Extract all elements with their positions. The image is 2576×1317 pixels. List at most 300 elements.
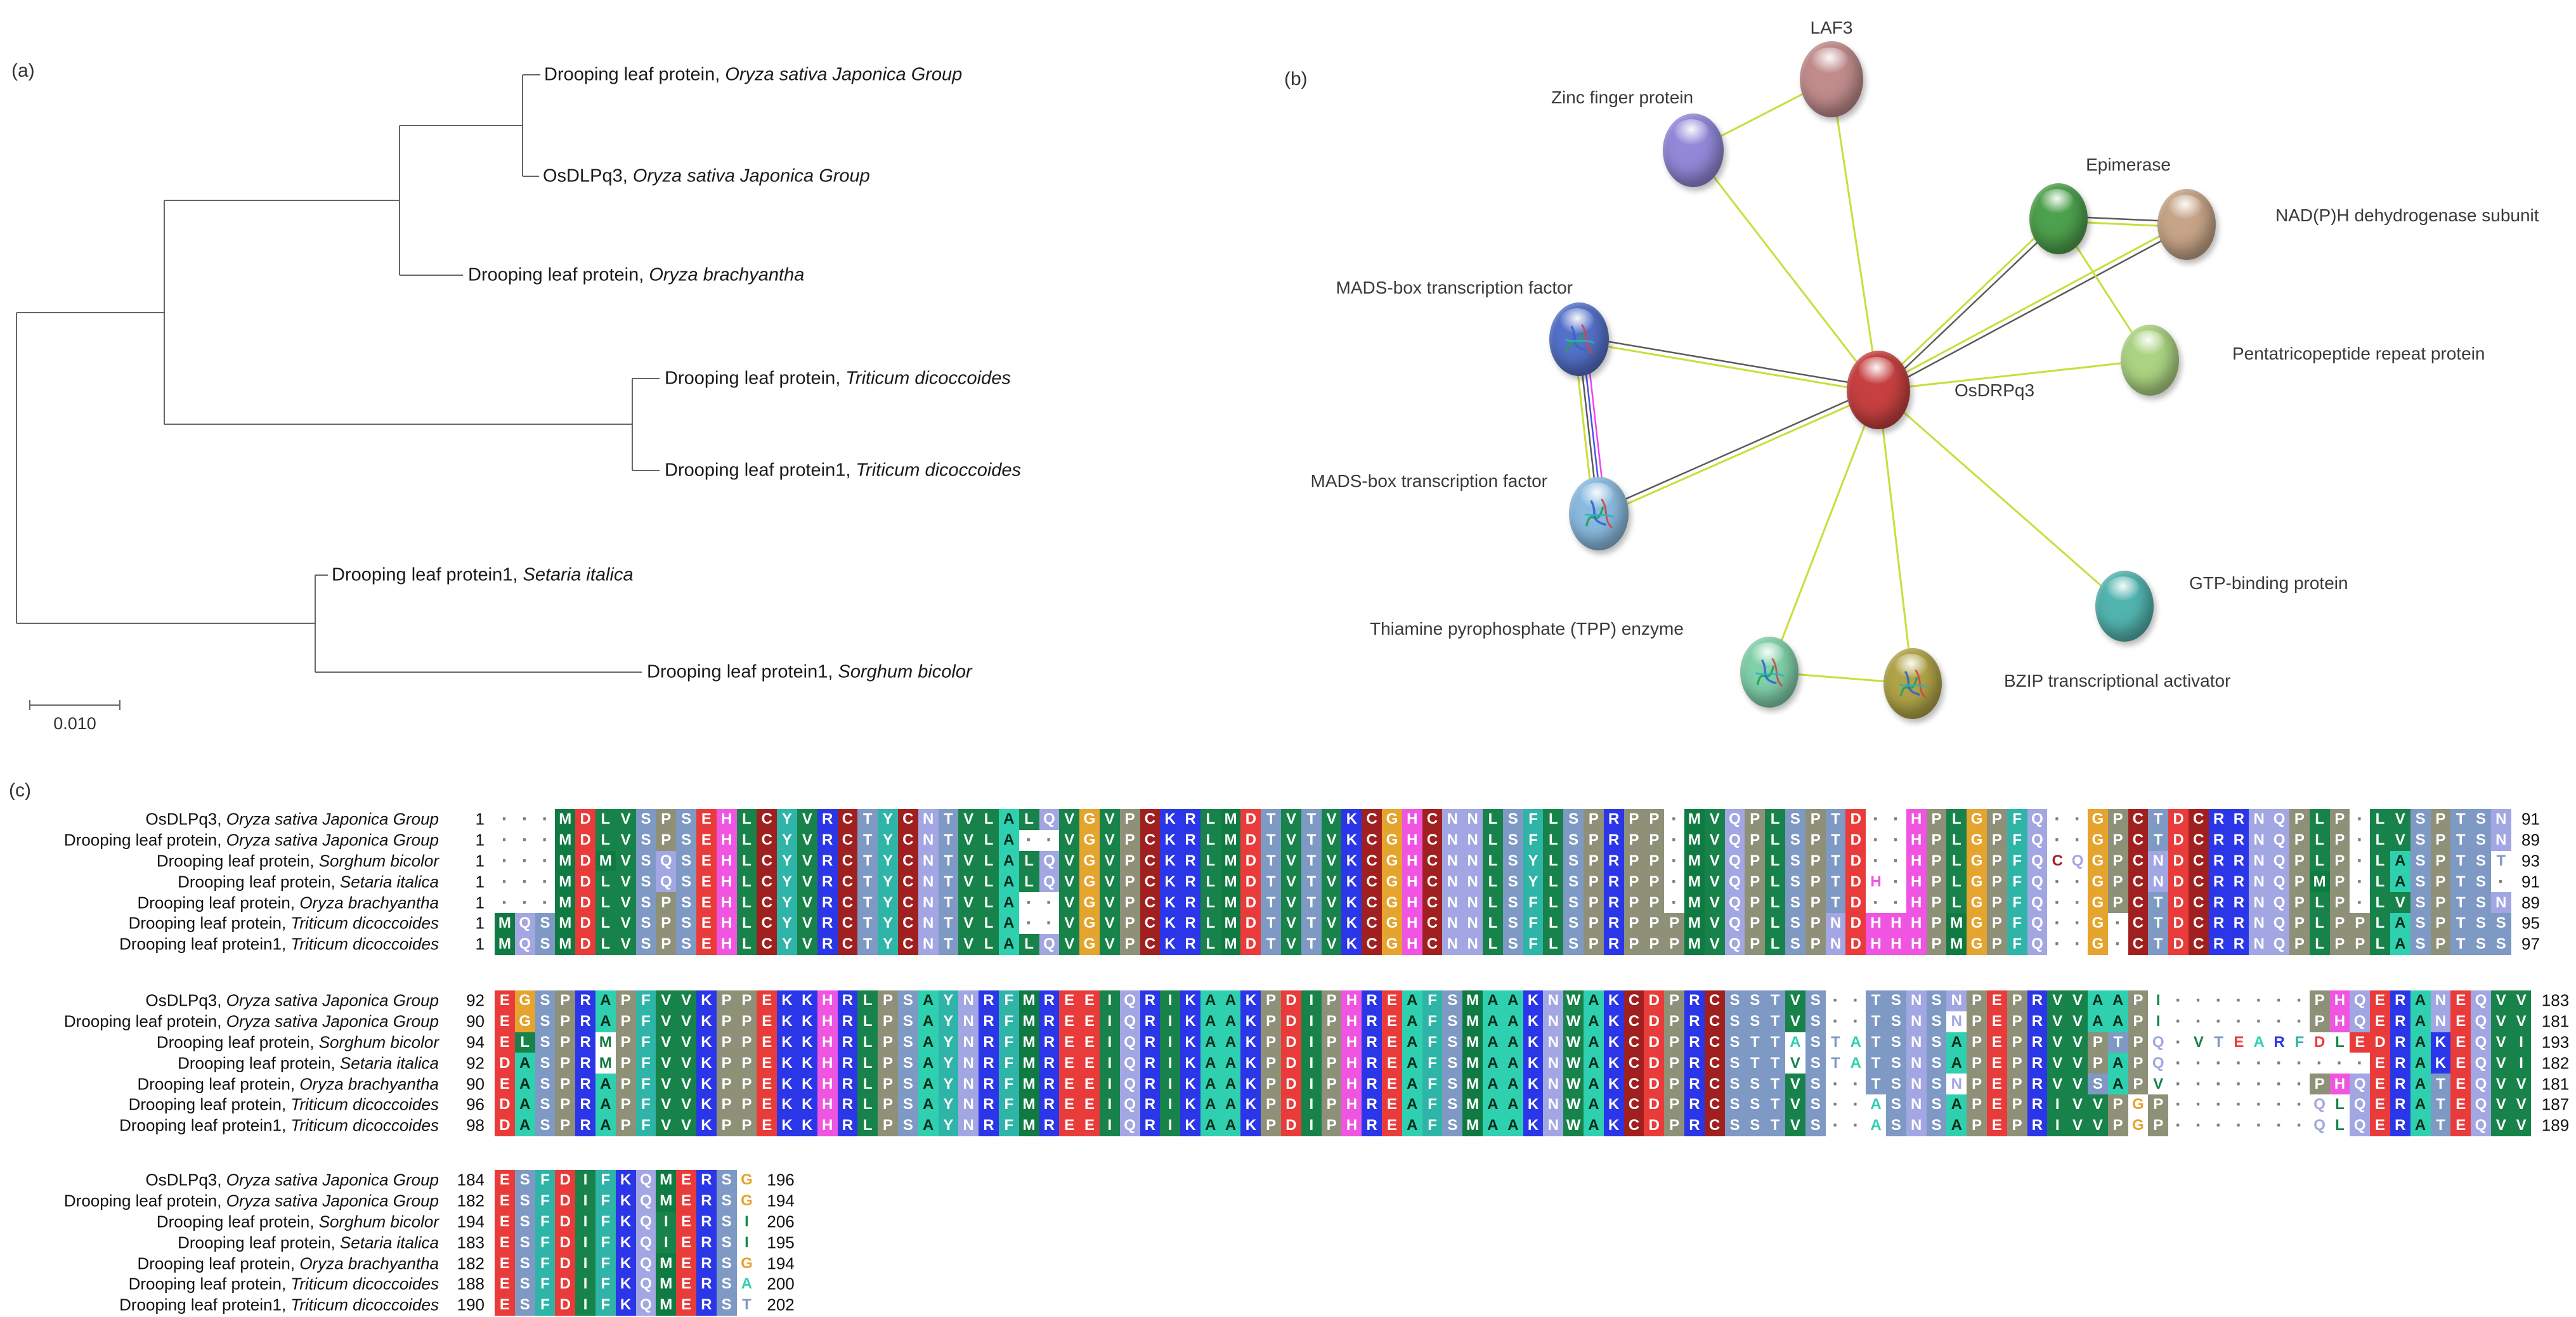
residue-cell: T [1826,871,1846,892]
residue-cell: V [1322,913,1342,934]
residue-cell: R [696,1295,717,1316]
residue-cell: P [2108,1094,2128,1115]
alignment-protein-name: Drooping leaf protein, [63,1191,226,1210]
residue-cell: V [1100,809,1120,830]
alignment-gap: · [1826,1115,1846,1136]
residue-cell: R [1362,1032,1382,1053]
residue-cell: N [1543,1053,1563,1074]
residue-cell: S [2491,934,2511,955]
residue-cell: L [1483,851,1503,872]
residue-cell: T [1261,934,1281,955]
residue-cell: C [1705,1115,1725,1136]
residue-cell: N [1543,990,1563,1011]
residue-cell: K [1604,1053,1624,1074]
network-node-mads1 [1549,302,1609,376]
network-edge-assoc [1877,217,2057,388]
residue-cell: H [717,871,737,892]
residue-cell: P [1624,892,1644,913]
residue-cell: P [2289,934,2310,955]
residue-cell: P [1805,851,1826,872]
residue-cell: A [2108,1011,2128,1032]
residue-cell: P [2088,1032,2108,1053]
residue-cell: P [1120,913,1140,934]
alignment-row [495,1011,2531,1032]
residue-cell: F [1422,1032,1443,1053]
residue-cell: S [676,934,696,955]
network-node-bzip [1883,648,1942,719]
residue-cell: G [515,990,535,1011]
residue-cell: R [979,1011,999,1032]
residue-cell: A [2390,851,2410,872]
residue-cell: A [595,1011,616,1032]
alignment-gap: · [2229,1115,2249,1136]
residue-cell: F [636,1074,656,1094]
residue-cell: Q [1725,871,1745,892]
residue-cell: N [2249,871,2269,892]
residue-cell: S [2410,934,2431,955]
residue-cell: L [2370,809,2390,830]
network-node-label-ppr: Pentatricopeptide repeat protein [2232,344,2485,363]
residue-cell: S [676,809,696,830]
residue-cell: C [1624,1074,1644,1094]
residue-cell: P [2431,830,2451,851]
residue-cell: P [2330,892,2350,913]
residue-cell: Y [939,990,959,1011]
residue-cell: P [1120,809,1140,830]
residue-cell: E [1059,1115,1079,1136]
residue-cell: T [939,830,959,851]
residue-cell: F [535,1212,556,1233]
residue-cell: P [2310,1074,2330,1094]
residue-cell: T [1826,892,1846,913]
alignment-gap: · [1826,1011,1846,1032]
residue-cell: D [2310,1032,2330,1053]
residue-cell: S [1886,1032,1906,1053]
residue-cell: P [737,1053,757,1074]
residue-cell: M [555,892,575,913]
residue-cell: A [515,1074,535,1094]
residue-cell: T [1301,934,1322,955]
residue-cell: M [1684,851,1705,872]
residue-cell: R [1039,1032,1060,1053]
residue-cell: S [2410,830,2431,851]
residue-cell: V [676,1074,696,1094]
residue-cell: Q [515,913,535,934]
residue-cell: P [1745,913,1765,934]
residue-cell: T [939,892,959,913]
alignment-gap: · [2289,1115,2310,1136]
residue-cell: G [1382,851,1402,872]
residue-cell: A [2410,1094,2431,1115]
residue-cell: A [1866,1115,1886,1136]
residue-cell: V [1100,830,1120,851]
residue-cell: L [1543,934,1563,955]
alignment-gap: · [2350,1053,2370,1074]
residue-cell: L [1483,871,1503,892]
residue-cell: R [696,1170,717,1191]
residue-cell: I [2511,1032,2532,1053]
residue-cell: A [1221,1032,1241,1053]
residue-cell: D [1281,1094,1301,1115]
residue-cell: R [1140,1053,1161,1074]
tree-leaf-label [665,460,1021,481]
residue-cell: V [656,1094,676,1115]
residue-cell: P [2330,871,2350,892]
residue-cell: S [1745,1074,1765,1094]
alignment-row [495,809,2511,830]
residue-cell: V [1281,830,1301,851]
residue-cell: R [1684,1094,1705,1115]
alignment-start-number: 182 [457,1254,485,1273]
alignment-end-number: 183 [2541,990,2570,1010]
residue-cell: C [898,934,918,955]
residue-cell: V [2511,1115,2532,1136]
residue-cell: S [2471,830,2491,851]
residue-cell: E [1079,1115,1100,1136]
alignment-row-label [0,1095,439,1115]
alignment-start-number: 92 [466,1053,485,1073]
residue-cell: V [616,913,636,934]
residue-cell: L [1019,934,1039,955]
residue-cell: G [1079,892,1100,913]
residue-cell: R [2229,851,2249,872]
residue-cell: I [1301,1053,1322,1074]
residue-cell: S [717,1232,737,1253]
residue-cell: T [857,934,878,955]
residue-cell: S [1745,990,1765,1011]
residue-cell: C [1422,809,1443,830]
residue-cell: R [696,1253,717,1274]
residue-cell: F [1422,1011,1443,1032]
panel-a-label: (a) [11,60,35,81]
residue-cell: T [857,809,878,830]
residue-cell: P [1987,830,2007,851]
residue-cell: T [939,851,959,872]
residue-cell: I [575,1253,595,1274]
residue-cell: V [676,1094,696,1115]
residue-cell: V [1059,809,1079,830]
residue-cell: E [1987,1011,2007,1032]
tree-leaf-label [665,368,1011,389]
residue-cell: R [817,851,838,872]
alignment-gap: · [1845,1115,1866,1136]
residue-cell: F [595,1274,616,1295]
residue-cell: V [656,1115,676,1136]
residue-cell: S [1503,892,1523,913]
residue-cell: P [656,809,676,830]
residue-cell: A [1946,1115,1967,1136]
residue-cell: N [1543,1032,1563,1053]
residue-cell: V [958,851,979,872]
residue-cell: P [1805,892,1826,913]
residue-cell: N [2249,851,2269,872]
protein-structure-icon [1575,487,1622,540]
residue-cell: P [2350,913,2370,934]
residue-cell: C [2189,913,2209,934]
residue-cell: S [1805,1074,1826,1094]
residue-cell: Q [2350,1115,2370,1136]
residue-cell: R [575,1094,595,1115]
alignment-row [495,1295,757,1316]
residue-cell: W [1563,1053,1584,1074]
residue-cell: H [1402,913,1422,934]
residue-cell: K [1160,851,1180,872]
residue-cell: S [1886,1011,1906,1032]
residue-cell: A [999,851,1019,872]
residue-cell: P [717,1032,737,1053]
residue-cell: H [1866,934,1886,955]
residue-cell: T [1826,851,1846,872]
residue-cell: V [616,934,636,955]
residue-cell: N [958,1074,979,1094]
residue-cell: E [696,830,717,851]
alignment-gap: · [2229,990,2249,1011]
residue-cell: A [2390,934,2410,955]
residue-cell: C [838,871,858,892]
residue-cell: D [2168,830,2189,851]
network-node-label-mads1: MADS-box transcription factor [1336,278,1573,297]
residue-cell: D [1240,830,1261,851]
residue-cell: L [1543,913,1563,934]
residue-cell: S [1503,913,1523,934]
residue-cell: L [1543,871,1563,892]
residue-cell: L [979,830,999,851]
residue-cell: P [2330,934,2350,955]
residue-cell: F [535,1295,556,1316]
protein-structure-icon [1889,658,1936,710]
alignment-species-name: Setaria italica [339,1233,439,1252]
network-node-laf3 [1800,41,1863,117]
residue-cell: D [1240,809,1261,830]
residue-cell: Y [878,809,898,830]
residue-cell: R [1684,990,1705,1011]
residue-cell: H [2330,1011,2350,1032]
residue-cell: P [1805,871,1826,892]
residue-cell: C [757,830,777,851]
residue-cell: Q [2310,1094,2330,1115]
residue-cell: I [656,1212,676,1233]
residue-cell: D [555,1274,575,1295]
alignment-start-number: 98 [466,1115,485,1135]
residue-cell: C [1362,851,1382,872]
residue-cell: S [1563,892,1584,913]
residue-cell: L [595,934,616,955]
residue-cell: T [939,809,959,830]
alignment-row [495,892,2511,913]
residue-cell: R [1039,1053,1060,1074]
residue-cell: K [1523,1011,1544,1032]
residue-cell: E [1079,1032,1100,1053]
residue-cell: C [1624,1032,1644,1053]
residue-cell: P [555,1115,575,1136]
residue-cell: V [797,892,817,913]
residue-cell: R [1180,851,1200,872]
residue-cell: A [918,1115,939,1136]
residue-cell: V [2491,1053,2511,1074]
alignment-start-number: 1 [475,893,485,912]
residue-cell: P [2007,1115,2027,1136]
residue-cell: I [1301,1094,1322,1115]
residue-cell: R [2390,1074,2410,1094]
alignment-gap: · [1664,871,1684,892]
alignment-gap: · [2350,851,2370,872]
residue-cell: D [1281,1032,1301,1053]
residue-cell: K [2431,1053,2451,1074]
residue-cell: P [1644,934,1664,955]
residue-cell: R [1180,809,1200,830]
residue-cell: I [575,1232,595,1253]
residue-cell: Q [2471,1115,2491,1136]
residue-cell: Q [1725,809,1745,830]
residue-cell: S [1785,871,1805,892]
network-edge-assoc [1878,390,1913,684]
residue-cell: T [857,851,878,872]
residue-cell: M [1019,1011,1039,1032]
residue-cell: S [2471,892,2491,913]
residue-cell: I [1100,1053,1120,1074]
residue-cell: V [2067,1053,2088,1074]
residue-cell: A [1221,1094,1241,1115]
network-edge-black [1580,337,1879,387]
residue-cell: K [1160,934,1180,955]
residue-cell: K [1341,892,1362,913]
residue-cell: H [817,1032,838,1053]
alignment-end-number: 194 [767,1254,795,1273]
residue-cell: N [1462,934,1483,955]
residue-cell: I [737,1212,757,1233]
residue-cell: P [2289,871,2310,892]
residue-cell: E [1059,1094,1079,1115]
residue-cell: I [1301,1032,1322,1053]
residue-cell: A [2088,1011,2108,1032]
alignment-protein-name: Drooping leaf protein, [137,1074,300,1094]
residue-cell: S [2471,871,2491,892]
residue-cell: C [2128,913,2149,934]
residue-cell: Q [636,1295,656,1316]
residue-cell: C [2128,934,2149,955]
residue-cell: E [1987,1115,2007,1136]
leaf-protein-name: Drooping leaf protein1, [332,564,523,585]
residue-cell: M [1221,913,1241,934]
residue-cell: F [595,1295,616,1316]
residue-cell: P [1644,913,1664,934]
residue-cell: D [575,934,595,955]
residue-cell: M [555,851,575,872]
residue-cell: N [1462,913,1483,934]
residue-cell: I [2148,990,2168,1011]
residue-cell: Q [2269,871,2289,892]
residue-cell: H [817,1053,838,1074]
alignment-gap: · [495,851,515,872]
residue-cell: K [777,990,797,1011]
residue-cell: L [1200,809,1221,830]
residue-cell: R [2390,1115,2410,1136]
residue-cell: C [757,871,777,892]
tree-leaf-label [332,565,634,586]
residue-cell: D [1845,934,1866,955]
alignment-gap: · [2229,1074,2249,1094]
residue-cell: S [535,1011,556,1032]
residue-cell: A [1221,1115,1241,1136]
residue-cell: K [1240,1032,1261,1053]
residue-cell: N [1906,1094,1927,1115]
alignment-species-name: Sorghum bicolor [318,1212,439,1231]
residue-cell: P [555,1032,575,1053]
residue-cell: T [857,913,878,934]
residue-cell: C [2189,871,2209,892]
alignment-row-label [0,1012,439,1032]
alignment-start-number: 190 [457,1295,485,1314]
residue-cell: F [999,1032,1019,1053]
residue-cell: A [1483,1011,1503,1032]
residue-cell: Q [1120,1032,1140,1053]
residue-cell: V [1322,830,1342,851]
residue-cell: T [2148,830,2168,851]
residue-cell: V [2390,809,2410,830]
residue-cell: N [1462,892,1483,913]
alignment-species-name: Sorghum bicolor [318,1032,439,1052]
residue-cell: M [595,1032,616,1053]
residue-cell: K [1604,1074,1624,1094]
alignment-gap: · [515,851,535,872]
residue-cell: E [2229,1032,2249,1053]
residue-cell: Q [1725,913,1745,934]
residue-cell: I [1160,1032,1180,1053]
residue-cell: R [2209,830,2229,851]
alignment-gap: · [2330,1053,2350,1074]
residue-cell: L [979,892,999,913]
residue-cell: M [1684,892,1705,913]
network-edge-assoc [1831,79,1878,390]
residue-cell: R [838,1074,858,1094]
residue-cell: G [1967,809,1987,830]
residue-cell: C [2189,851,2209,872]
residue-cell: L [2370,851,2390,872]
residue-cell: L [1200,913,1221,934]
residue-cell: G [737,1191,757,1212]
residue-cell: T [1866,1011,1886,1032]
residue-cell: V [1322,851,1342,872]
residue-cell: A [515,1053,535,1074]
alignment-end-number: 89 [2521,893,2540,912]
residue-cell: V [656,1011,676,1032]
residue-cell: S [636,809,656,830]
residue-cell: Q [2471,1074,2491,1094]
residue-cell: S [1805,1032,1826,1053]
residue-cell: C [1422,934,1443,955]
leaf-species-name: Oryza sativa Japonica Group [725,64,963,85]
residue-cell: S [1785,934,1805,955]
residue-cell: R [817,913,838,934]
residue-cell: Q [2310,1115,2330,1136]
residue-cell: P [1987,892,2007,913]
residue-cell: S [898,990,918,1011]
residue-cell: L [1946,851,1967,872]
residue-cell: F [595,1253,616,1274]
residue-cell: A [918,1053,939,1074]
residue-cell: R [575,1115,595,1136]
residue-cell: K [777,1011,797,1032]
alignment-gap: · [2229,1053,2249,1074]
residue-cell: K [616,1295,636,1316]
residue-cell: K [1240,1053,1261,1074]
residue-cell: E [696,892,717,913]
residue-cell: C [1705,1032,1725,1053]
alignment-gap: · [1866,809,1886,830]
residue-cell: V [1322,871,1342,892]
residue-cell: R [2209,871,2229,892]
alignment-row-label [0,1171,439,1190]
